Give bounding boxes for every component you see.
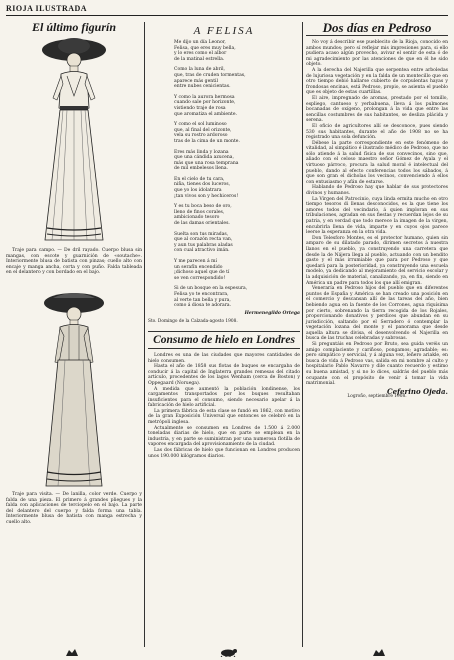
pedroso-column (306, 20, 448, 400)
poem-line: se ven correspondido! (174, 275, 226, 281)
poem-line: aparece más gentil (174, 78, 218, 84)
poem-line: Si de un bosque en la espesura, (174, 286, 248, 292)
paragraph: Débese la parte correspondiente en este fenómeno de vitalidad, al simpático é ilustrado médico de Pedroso, que no sólo atiende á la salud física de sus convecinos, sino que, aliado con el celoso maestro señor Gómez de Ayala y el virtuoso párroco, procura la salud moral é intelectual del pueblo, dando al efecto conferencias todos los sábados, á que son gran el dicholas los vecinos, convenciendo á ellos con entusiasmo y afán de estarse. (306, 140, 448, 185)
poem-line: Y es tu boca beso de oro, (174, 204, 232, 210)
paragraph: La primera fábrica de esta clase se fundó en 1862, con motivo de la gran Exposición Universal que entonces se celebró en la metrópoli inglesa. (148, 408, 300, 426)
poem-line: un serafín encendido (174, 264, 223, 270)
poem-line: como á diosa te adorara. (174, 303, 232, 309)
paragraph: Actualmente se consumen en Londres de 1.500 á 2.000 toneladas diarias de hielo, que en parte se emplean en la industria, y en parte se suministran por una numerosa flotilla de vapores encargada del aprovisionamiento de la ciudad. (148, 425, 300, 448)
fashion-title: El último figurín (31, 20, 117, 34)
poem-dateline: Sto. Domingo de la Calzada-agosto 1908. (148, 319, 238, 325)
poem-line: Y me parecen á mí (174, 259, 217, 264)
poem-line: que yo los idolatrara (174, 188, 222, 194)
publication-title: RIOJA ILUSTRADA (6, 4, 88, 13)
pedroso-signature: Ceferino Ojeda. (387, 386, 448, 396)
poem-line: y lo eres como el albor (174, 51, 227, 57)
paragraph: El aire, impregnado de aromas, prestado por el tomillo, espliego, cantueso y yerbabuena, lleva á los pulmones bocanadas de oxígeno, prolongan á la vida que entre las sencillas costumbres de sus habitantes, se desliza plácida y serena. (306, 95, 448, 124)
poem-line: que, tras de cruden tormentas, (174, 72, 246, 78)
paragraph: A la derecha del Najerilla que serpentea entre arboledas de lujuriosa vegetación y en la falda de un montecillo que en otro tiempo debió hallarse cubierto de corpulentas hayas y frondosas encinas, está Pedroso, propio, se asienta el pueblo que es objeto de estas cuartillas. (306, 67, 448, 96)
poem-line: Y como la aurora hermosa (174, 94, 235, 100)
poem-line: al verte tan bella y pura, (174, 297, 231, 303)
paragraph: Londres es una de las ciudades que mayores cantidades de hielo consumen. (148, 352, 300, 364)
fashion-figure-2 (39, 290, 109, 490)
ice-article-title: Consumo de hielo en Londres (148, 331, 300, 349)
middle-column (148, 20, 300, 459)
poem-line: Como la luna de abril, (174, 67, 225, 73)
poem-title: A FELISA (193, 25, 255, 37)
paragraph: A medida que aumentó la población londinense, los cargamentos transportados por los buques resultaban insuficientes para el consumo, siendo necesario apelar á la fabricación de hielo artificial. (148, 386, 300, 409)
poem-line: que, al final del orizonte, (174, 127, 232, 133)
poem-line: con cual atractivo imán. (174, 248, 230, 254)
poem-line: Felisa, que eres muy bella, (174, 45, 236, 51)
fashion-figure-1 (39, 36, 109, 246)
footer-ornament-right (372, 647, 386, 657)
footer-ornament-center (218, 647, 238, 657)
poem-line: ambicionado tesoro (174, 215, 220, 221)
footer-ornament-left (65, 647, 79, 657)
column-divider-1 (144, 22, 145, 647)
poem-line: vistiendo traje de rosa (174, 105, 226, 111)
paragraph: Hasta el año de 1858 sus flotas de buques se encargaba de conducir á la capital de Inglaterra grandes remesas del citado artículo, procedentes de los lagos Wenham (cerca de Boston) y Oppegaard (Noruega). (148, 364, 300, 386)
poem-line: de las damas orientales. (174, 221, 230, 227)
poem-line: ¡dichoso aquel que de tí (174, 270, 230, 276)
poem-line: cuando sale por horizonte, (174, 100, 236, 106)
poem-line: Eres más linda y lozana (174, 149, 229, 155)
poem-line: de mil embelesos llena. (174, 166, 228, 172)
paragraph: No voy á describir ese pueblecito de la Rioja, conocido en ambos mundos; pero sí reflejar mis impresiones para, si ello pudiera acaso algún provecho, avivar el sentir de esta ó de mi agradecimiento por las atenciones de que en él he sido objeto. (306, 40, 448, 68)
pedroso-dateline: Logroño, septiembre 1908. (347, 394, 407, 400)
fashion-caption-1: Traje para campo. — De dril rayado. Cuerpo blusa sin mangas, con escote y guarnición de «soutache». Interiormente blusa de batista con pinzas; cuello alto con encaje y manga ancha, corta y con puño. Falda tableada en el delantero y con bordado en el bajo. (6, 248, 142, 276)
paragraph: Veneraría en Pedroso hijos del pueblo que en diferentes puntos de España y América se han creado una posición en el comercio y descansan allí de las tareas del año, bien bebiendo agua en la fuente de los Corrones, agua riquísima por cierto, sobrenando la tierra recogida de los Rojales, proporcionando donativos y perdices que abundan en su jurisdicción, saltando por el Serradero ó contemplar la vegetación lozana del monte y el panorama que desde aquella altura se divisa, el desenvolvendo el Najerilla en busca de las truchas celebradas y sabrosas. (306, 286, 448, 342)
page-header (6, 3, 448, 16)
poem-line: En el cielo de tu cara, (174, 176, 225, 182)
poem-line: y aun tus palabras aladas (174, 242, 233, 248)
poem-line: vela su rostro ardoroso (174, 133, 228, 139)
poem-line: tras de la cima de un monte. (174, 138, 240, 144)
paragraph: Si preguntáis en Pedroso por Bruto, sea guida veréis un amigo complaciente y cariñoso, pongamos; agradable; es: pero simpático y servicial, y á alguna vez, leñero ariakle, en busca de vida á Pedroso vas, salida en mi nombre al culto y hospitalario Pablo Navarro y dile cuanto recuerdo y estimo su buena amistad, y si no lo dices, saldrás del pueblo más ocupante con el propósito de venir á tomar la vida matrimonial. (306, 342, 448, 387)
paragraph: Don Telesforo Montes, es el protector humano, quien sin amparo de su dilatado parado, dirimen secretos á nuestra llanos en el pueblo, ya construyendo una carretera que desde la de Nájera llega al pueblo, actuando con un bendito gasto y el más irrumiable que para por Pedroso y que quedará para la posterioridad, ya construyendo una escuela modelo, ya dedicando al mejoramiento del servicio escolar y la adquisición de material, canalizando, ya, en fin, siendo en América un padre para todos los que allí emigran. (306, 235, 448, 286)
poem-line: ¡tan vivos son y hechiceros! (174, 193, 239, 199)
fashion-column (6, 20, 142, 526)
poem-line: que una cándida azucena, (174, 155, 234, 161)
poem-line: Me dijo un día Leonor, (174, 40, 226, 45)
paragraph: Las dos fábricas de hielo que funcionan en Londres producen unos 190.000 kilógramos diarios. (148, 448, 300, 459)
poem-line: lleno de finos corales, (174, 209, 225, 215)
poem-line: Y como el sol luminoso (174, 122, 227, 128)
poem-line: que aromatiza el ambiente. (174, 111, 238, 117)
poem-line: niña, tienes dos luceros, (174, 182, 231, 188)
fashion-caption-2: Traje para visita. — De lanilla, color verde. Cuerpo y falda de una pieza. El primero á grandes pliegues y la falda con aplicaciones de terciopelo en el bajo. La parte del delantero del cuerpo y falda forma una tabla. Interiormente blusa de batista con manga estrecha y cuello alto. (6, 491, 142, 525)
poem-line: entre nubes cenicientas. (174, 84, 231, 90)
poem-signature: Hermenegildo Ortega (244, 310, 300, 316)
poem-line: más que una rosa temprana (174, 160, 239, 166)
ice-article-body (148, 353, 300, 459)
poem-body (148, 40, 300, 309)
pedroso-article-body (306, 40, 448, 387)
poem-line: que al corazón recta van, (174, 237, 233, 243)
pedroso-title: Dos días en Pedroso (306, 20, 448, 36)
paragraph: El oficio de agricultores allí se desconoce, pues siendo 530 sus habitantes, durante el año de 1908 no se ha registrado una sola defunción. (306, 123, 448, 141)
poem-line: de la matinal estrella. (174, 56, 225, 62)
poem-line: Felisa yo te encontrara, (174, 291, 229, 297)
poem-line: Suelta son tus miradas, (174, 231, 229, 237)
paragraph: Hablando de Pedroso hay que hablar de sus protectores divinos y humanos. (306, 185, 448, 197)
paragraph: La Virgen del Patrocinio, cuya linda ermita mucho en otro tiempo tesoros di llenas desconocidos, es la que tiene los amores todos del vecindario, á quien imploran en sus tribulaciones, agradan en sus fiestas y recuerdan lejos de su patria, y en verdad que todo merece la imagen de la virgen, encubrirla llena de vida, imparte y en cuyos ojos parece leerse la esperanza en la otra vida. (306, 196, 448, 236)
column-divider-2 (302, 22, 303, 647)
